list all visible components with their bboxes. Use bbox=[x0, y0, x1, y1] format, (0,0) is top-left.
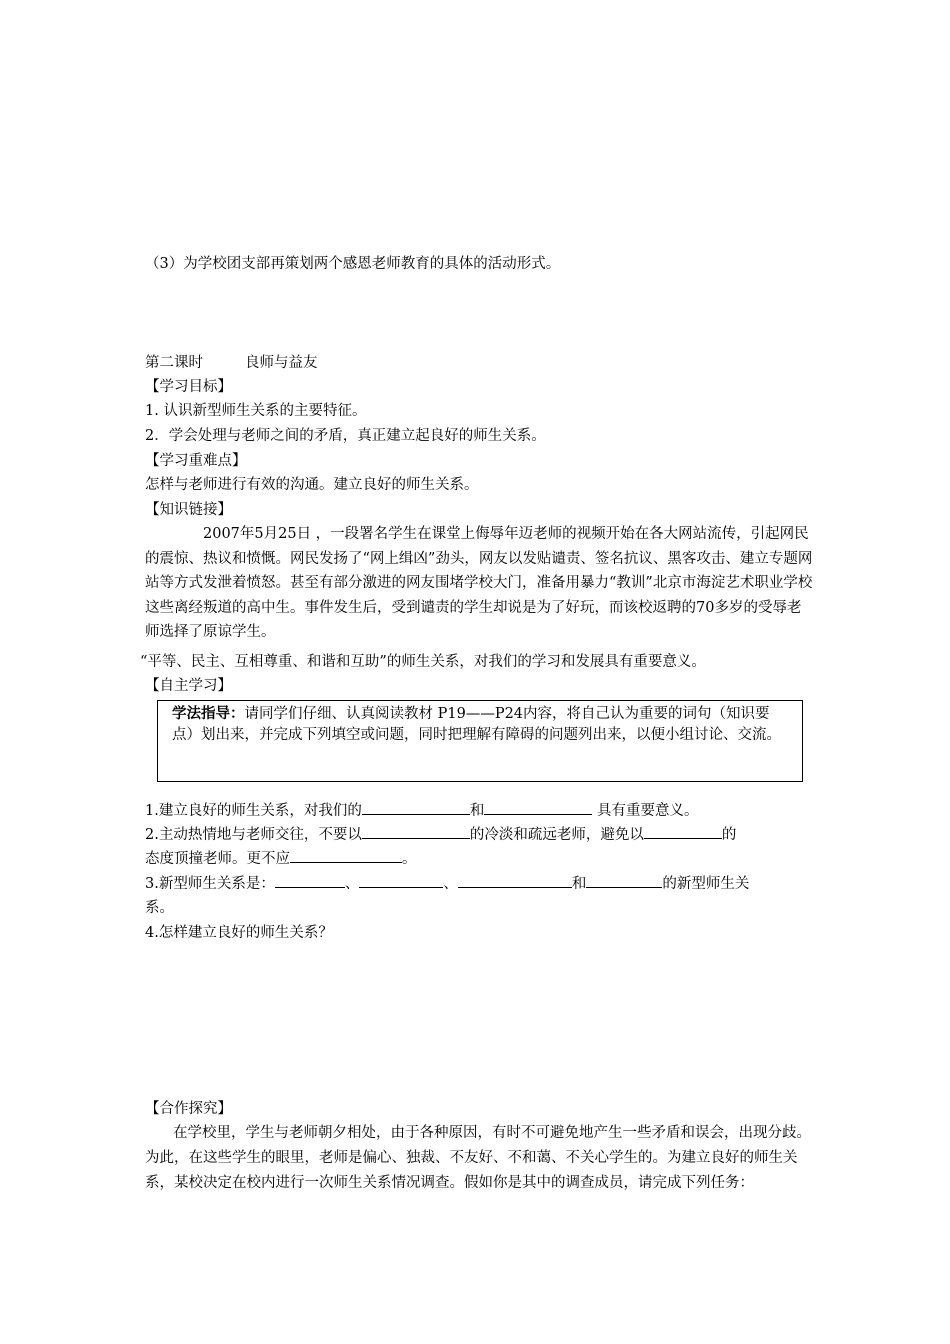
fill-3-sep-1: 、 bbox=[344, 876, 360, 892]
fill-3-text-c: 的新型师生关 bbox=[662, 876, 750, 892]
study-guide-label: 学法指导： bbox=[172, 705, 245, 722]
fill-item-2-cont bbox=[145, 847, 417, 871]
lesson-subtitle: 良师与益友 bbox=[245, 355, 318, 371]
section-heading-key: 【学习重难点】 bbox=[145, 453, 247, 469]
fill-item-3 bbox=[145, 872, 749, 896]
fill-2-blank-3[interactable] bbox=[290, 847, 402, 863]
fill-2-text-e: 。 bbox=[402, 851, 417, 867]
fill-2-text-a: 2.主动热情地与老师交往，不要以 bbox=[145, 827, 362, 843]
lesson-title: 第二课时 bbox=[145, 355, 203, 371]
fill-2-text-b: 的冷淡和疏远老师，避免以 bbox=[469, 827, 644, 843]
fill-3-text-a: 3.新型师生关系是： bbox=[145, 876, 275, 892]
section-heading-cooperation: 【合作探究】 bbox=[145, 1101, 232, 1117]
knowledge-link-paragraph: 2007年5月25日 ，一段署名学生在课堂上侮辱年迈老师的视频开始在各大网站流传，引起网民的震惊、热议和愤慨。网民发扬了“网上缉凶”劲头，网友以发贴谴责、签名抗议、黑客攻击、建立专题网站等方式发泄着愤怒。甚至有部分激进的网友围堵学校大门，准备用暴力“教训”北京市海淀艺术职业学校这些离经叛道的高中生。事件发生后，受到谴责的学生却说是为了好玩，而该校返聘的70多岁的受辱老师选择了原谅学生。 bbox=[145, 526, 813, 640]
fill-3-blank-3[interactable] bbox=[458, 872, 572, 888]
section-heading-link: 【知识链接】 bbox=[145, 502, 232, 518]
fill-item-3-cont: 系。 bbox=[145, 900, 174, 916]
section-heading-self-study: 【自主学习】 bbox=[145, 678, 232, 694]
fill-1-blank-1[interactable] bbox=[362, 799, 470, 815]
fill-2-blank-1[interactable] bbox=[362, 823, 470, 839]
section-heading-goals: 【学习目标】 bbox=[145, 379, 232, 395]
fill-3-blank-1[interactable] bbox=[275, 872, 345, 888]
fill-1-blank-2[interactable] bbox=[484, 799, 592, 815]
fill-1-text-c: 具有重要意义。 bbox=[592, 803, 699, 819]
key-points-text: 怎样与老师进行有效的沟通。建立良好的师生关系。 bbox=[145, 477, 479, 493]
lesson-heading bbox=[145, 351, 318, 375]
question-4: 4.怎样建立良好的师生关系？ bbox=[145, 925, 333, 941]
fill-2-blank-2[interactable] bbox=[644, 823, 722, 839]
question-3: （3）为学校团支部再策划两个感恩老师教育的具体的活动形式。 bbox=[145, 256, 561, 272]
goal-1: 1. 认识新型师生关系的主要特征。 bbox=[145, 403, 367, 419]
knowledge-link-summary: “平等、民主、互相尊重、和谐和互助”的师生关系，对我们的学习和发展具有重要意义。 bbox=[140, 654, 706, 670]
fill-3-sep-2: 、 bbox=[443, 876, 458, 892]
fill-3-blank-4[interactable] bbox=[586, 872, 662, 888]
fill-item-2 bbox=[145, 823, 736, 847]
study-guide-text: 请同学们仔细、认真阅读教材 P19——P24内容，将自己认为重要的词句（知识要点）划出来，并完成下列填空或问题，同时把理解有障碍的问题列出来，以便小组讨论、交流。 bbox=[172, 706, 781, 743]
fill-1-text-b: 和 bbox=[469, 803, 485, 819]
fill-item-1 bbox=[145, 799, 698, 823]
goal-2: 2．学会处理与老师之间的矛盾，真正建立起良好的师生关系。 bbox=[145, 428, 546, 444]
study-guide-box bbox=[157, 700, 803, 782]
fill-1-text-a: 1.建立良好的师生关系，对我们的 bbox=[145, 803, 362, 819]
fill-3-blank-2[interactable] bbox=[359, 872, 443, 888]
fill-2-text-c: 的 bbox=[721, 827, 737, 843]
cooperation-paragraph: 在学校里，学生与老师朝夕相处，由于各种原因，有时不可避免地产生一些矛盾和误会，出现分歧。为此，在这些学生的眼里，老师是偏心、独裁、不友好、不和蔼、不关心学生的。为建立良好的师生关系，某校决定在校内进行一次师生关系情况调查。假如你是其中的调查成员，请完成下列任务： bbox=[145, 1125, 811, 1191]
fill-3-text-b: 和 bbox=[571, 876, 587, 892]
fill-2-text-d: 态度顶撞老师。更不应 bbox=[145, 851, 290, 867]
